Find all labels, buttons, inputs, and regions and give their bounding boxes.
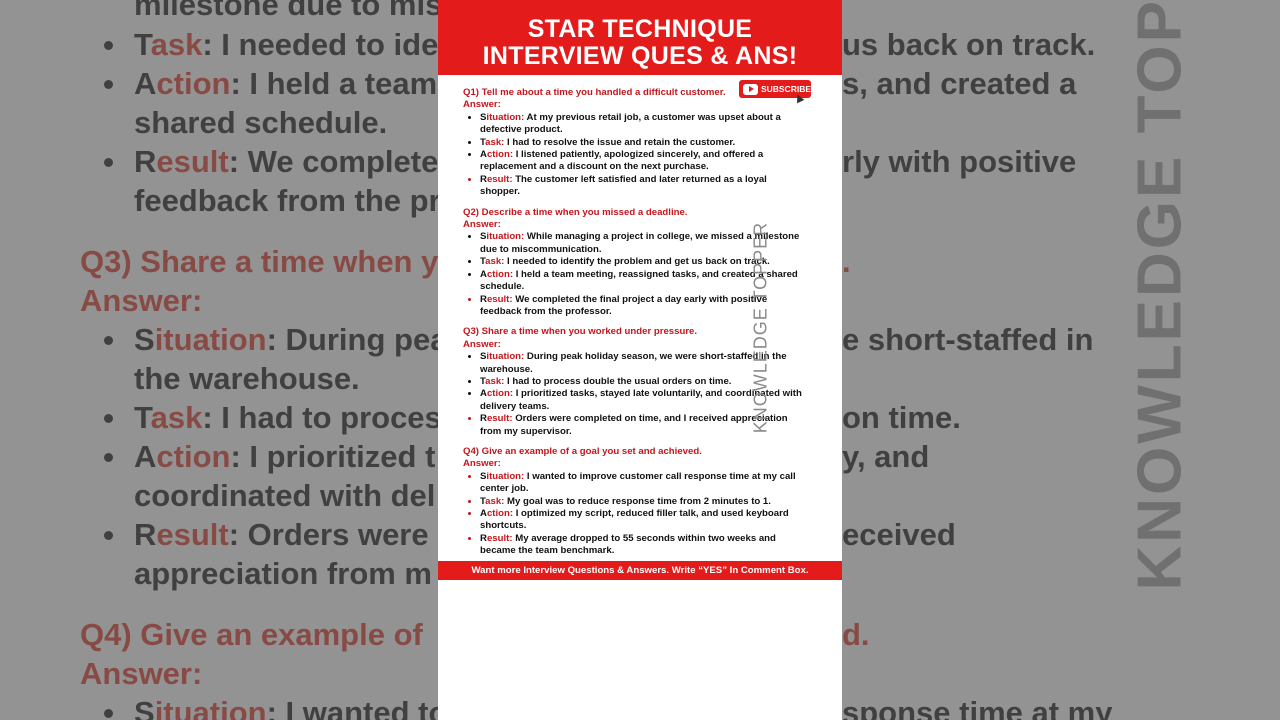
star-key-first-letter: A (480, 268, 487, 280)
star-key: esult: (486, 293, 513, 305)
title-banner (438, 0, 842, 75)
watermark: KNOWLEDGE TOPPER (750, 221, 771, 434)
star-text: Orders were completed on time, and I received appreciation from my supervisor. (480, 413, 788, 437)
star-text: I listened patiently, apologized sincerely, and offered a replacement and a discount on the next purchase. (480, 149, 764, 173)
star-item (480, 471, 803, 496)
star-list (463, 112, 803, 199)
star-key: ction: (486, 508, 514, 519)
star-key-first-letter: S (480, 231, 487, 243)
question-text: Q1) Tell me about a time you handled a difficult customer. (463, 87, 726, 98)
star-item (480, 112, 803, 137)
title-line-2: INTERVIEW QUES & ANS! (482, 42, 798, 70)
question-text: Q4) Give an example of a goal you set and achieved. (463, 445, 702, 457)
star-item (480, 174, 803, 199)
star-text: My average dropped to 55 seconds within two weeks and became the team benchmark. (480, 532, 776, 557)
star-key-first-letter: R (480, 532, 487, 544)
star-key: ask: (485, 136, 505, 148)
star-text: I held a team meeting, reassigned tasks, and created a shared schedule. (480, 268, 798, 293)
star-key: ask: (485, 495, 505, 507)
question-text: Q2) Describe a time when you missed a deadline. (463, 206, 688, 218)
star-key: ituation: (486, 231, 525, 243)
star-key: ction: (486, 268, 514, 280)
question-block (463, 446, 803, 558)
star-item (480, 533, 803, 558)
star-text: I needed to identify the problem and get us back on track. (504, 256, 770, 268)
star-text: While managing a project in college, we missed a milestone due to miscommunication. (480, 231, 800, 255)
star-text: During peak holiday season, we were short-staffed in the warehouse. (480, 351, 787, 375)
question-text: Q3) Share a time when you worked under pressure. (463, 326, 698, 338)
star-key-first-letter: T (480, 136, 486, 148)
star-key: ituation: (486, 351, 525, 363)
star-key-first-letter: S (480, 351, 487, 363)
star-text: I prioritized tasks, stayed late voluntarily, and coordinated with delivery teams. (480, 388, 802, 412)
answer-label: Answer: (463, 338, 501, 350)
star-key: ction: (486, 149, 514, 161)
title-line-1: STAR TECHNIQUE (527, 15, 753, 43)
footer-banner: Want more Interview Questions & Answers. Write “YES” In Comment Box. (438, 561, 842, 580)
question-block (463, 87, 803, 199)
star-key-first-letter: S (480, 111, 487, 123)
star-key: esult: (486, 413, 513, 425)
star-text: I wanted to improve customer call response time at my call center job. (480, 470, 796, 495)
answer-label: Answer: (463, 219, 501, 231)
star-text: My goal was to reduce response time from 2 minutes to 1. (504, 495, 771, 507)
star-key-first-letter: R (480, 293, 487, 305)
star-list (463, 471, 803, 558)
star-key-first-letter: T (480, 256, 486, 268)
star-key-first-letter: A (480, 388, 487, 400)
star-key-first-letter: R (480, 413, 487, 425)
star-text: The customer left satisfied and later returned as a loyal shopper. (480, 173, 767, 198)
star-key: ask: (485, 375, 505, 387)
star-item (480, 508, 803, 533)
star-key-first-letter: T (480, 495, 486, 507)
star-key-first-letter: A (480, 508, 487, 519)
star-text: I optimized my script, reduced filler talk, and used keyboard shortcuts. (480, 508, 789, 532)
star-item (480, 137, 803, 149)
star-text: I had to resolve the issue and retain the customer. (504, 136, 736, 148)
star-text: I had to process double the usual orders on time. (504, 375, 732, 387)
subscribe-label: SUBSCRIBE (760, 84, 811, 94)
star-key-first-letter: A (480, 149, 487, 161)
star-key: ituation: (486, 470, 525, 482)
star-key-first-letter: T (480, 375, 486, 387)
star-key: esult: (486, 173, 513, 185)
star-key: ituation: (486, 111, 525, 123)
star-key-first-letter: S (480, 470, 487, 482)
star-key: ction: (486, 388, 514, 400)
answer-label: Answer: (463, 458, 501, 470)
star-item (480, 149, 803, 174)
answer-label: Answer: (463, 99, 501, 111)
star-key: ask: (485, 256, 505, 268)
star-text: At my previous retail job, a customer was upset about a defective product. (480, 111, 781, 136)
star-item (480, 496, 803, 508)
star-key: esult: (486, 532, 513, 544)
infographic-card (438, 0, 842, 720)
star-text: We completed the final project a day early with positive feedback from the professor. (480, 293, 768, 317)
star-key-first-letter: R (480, 173, 487, 185)
